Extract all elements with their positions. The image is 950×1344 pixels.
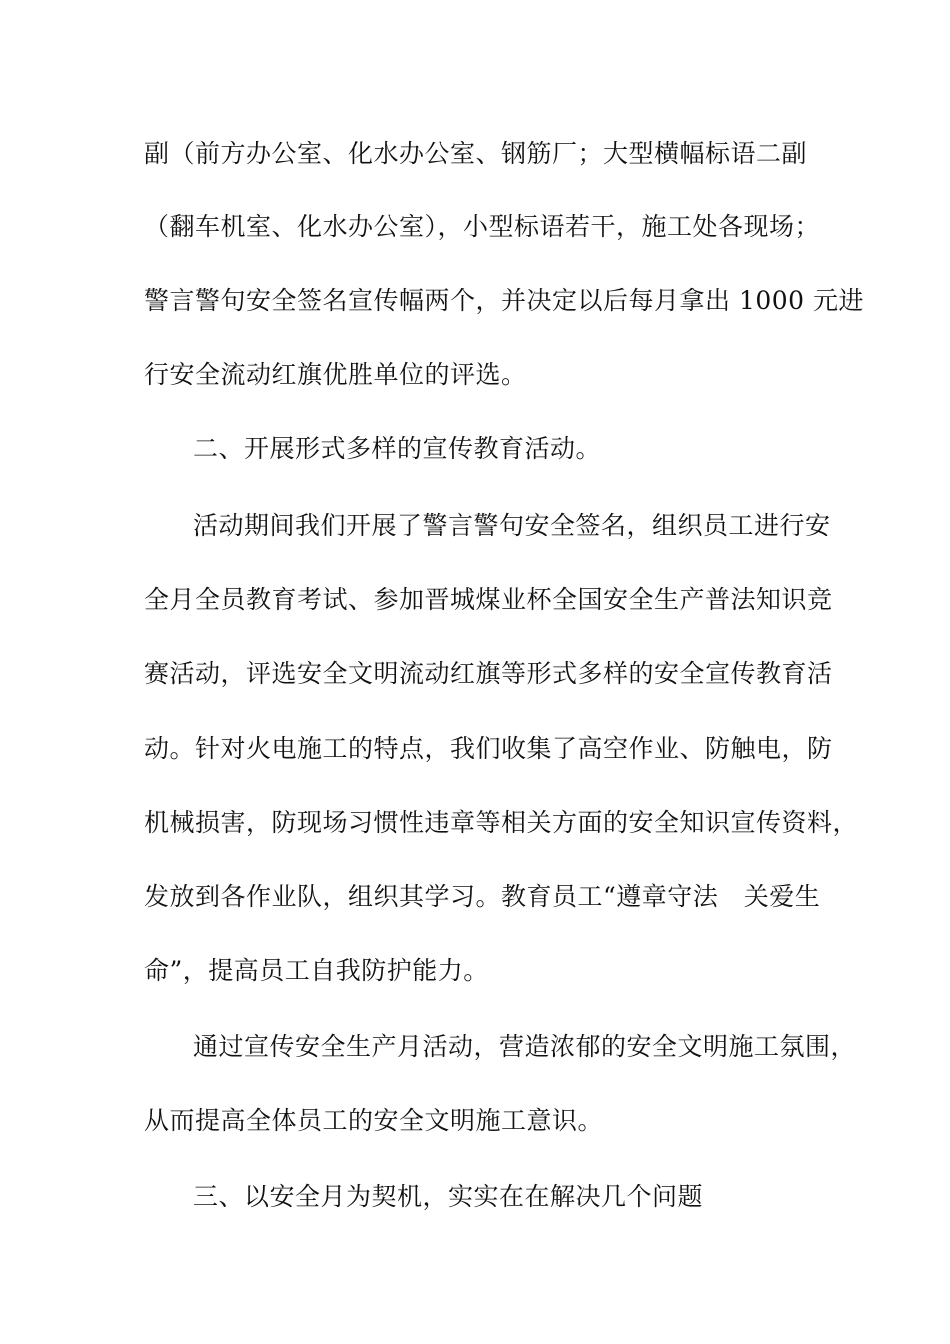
text-line-2: （翻车机室、化水办公室），小型标语若干，施工处各现场；: [144, 212, 821, 241]
text-line-8: 赛活动，评选安全文明流动红旗等形式多样的安全宣传教育活: [144, 659, 833, 688]
text-line-9: 动。针对火电施工的特点，我们收集了高空作业、防触电，防: [144, 734, 833, 763]
text-line-14: 从而提高全体员工的安全文明施工意识。: [144, 1106, 604, 1135]
text-line-6: 活动期间我们开展了警言警句安全签名，组织员工进行安: [193, 511, 831, 540]
text-line-12: 命”，提高员工自我防护能力。: [144, 956, 489, 985]
section-heading-2: 二、开展形式多样的宣传教育活动。: [193, 434, 602, 463]
text-line-4: 行安全流动红旗优胜单位的评选。: [144, 360, 527, 389]
text-line-3: 警言警句安全签名宣传幅两个，并决定以后每月拿出 1000 元进: [144, 286, 865, 315]
section-heading-3: 三、以安全月为契机，实实在在解决几个问题: [193, 1182, 704, 1211]
text-line-11: 发放到各作业队，组织其学习。教育员工“遵章守法 关爱生: [144, 882, 821, 911]
text-line-13: 通过宣传安全生产月活动，营造浓郁的安全文明施工氛围，: [193, 1032, 857, 1061]
text-line-7: 全月全员教育考试、参加晋城煤业杯全国安全生产普法知识竞: [144, 585, 833, 614]
text-line-10: 机械损害，防现场习惯性违章等相关方面的安全知识宣传资料，: [144, 808, 859, 837]
text-line-1: 副（前方办公室、化水办公室、钢筋厂；大型横幅标语二副: [144, 139, 808, 168]
